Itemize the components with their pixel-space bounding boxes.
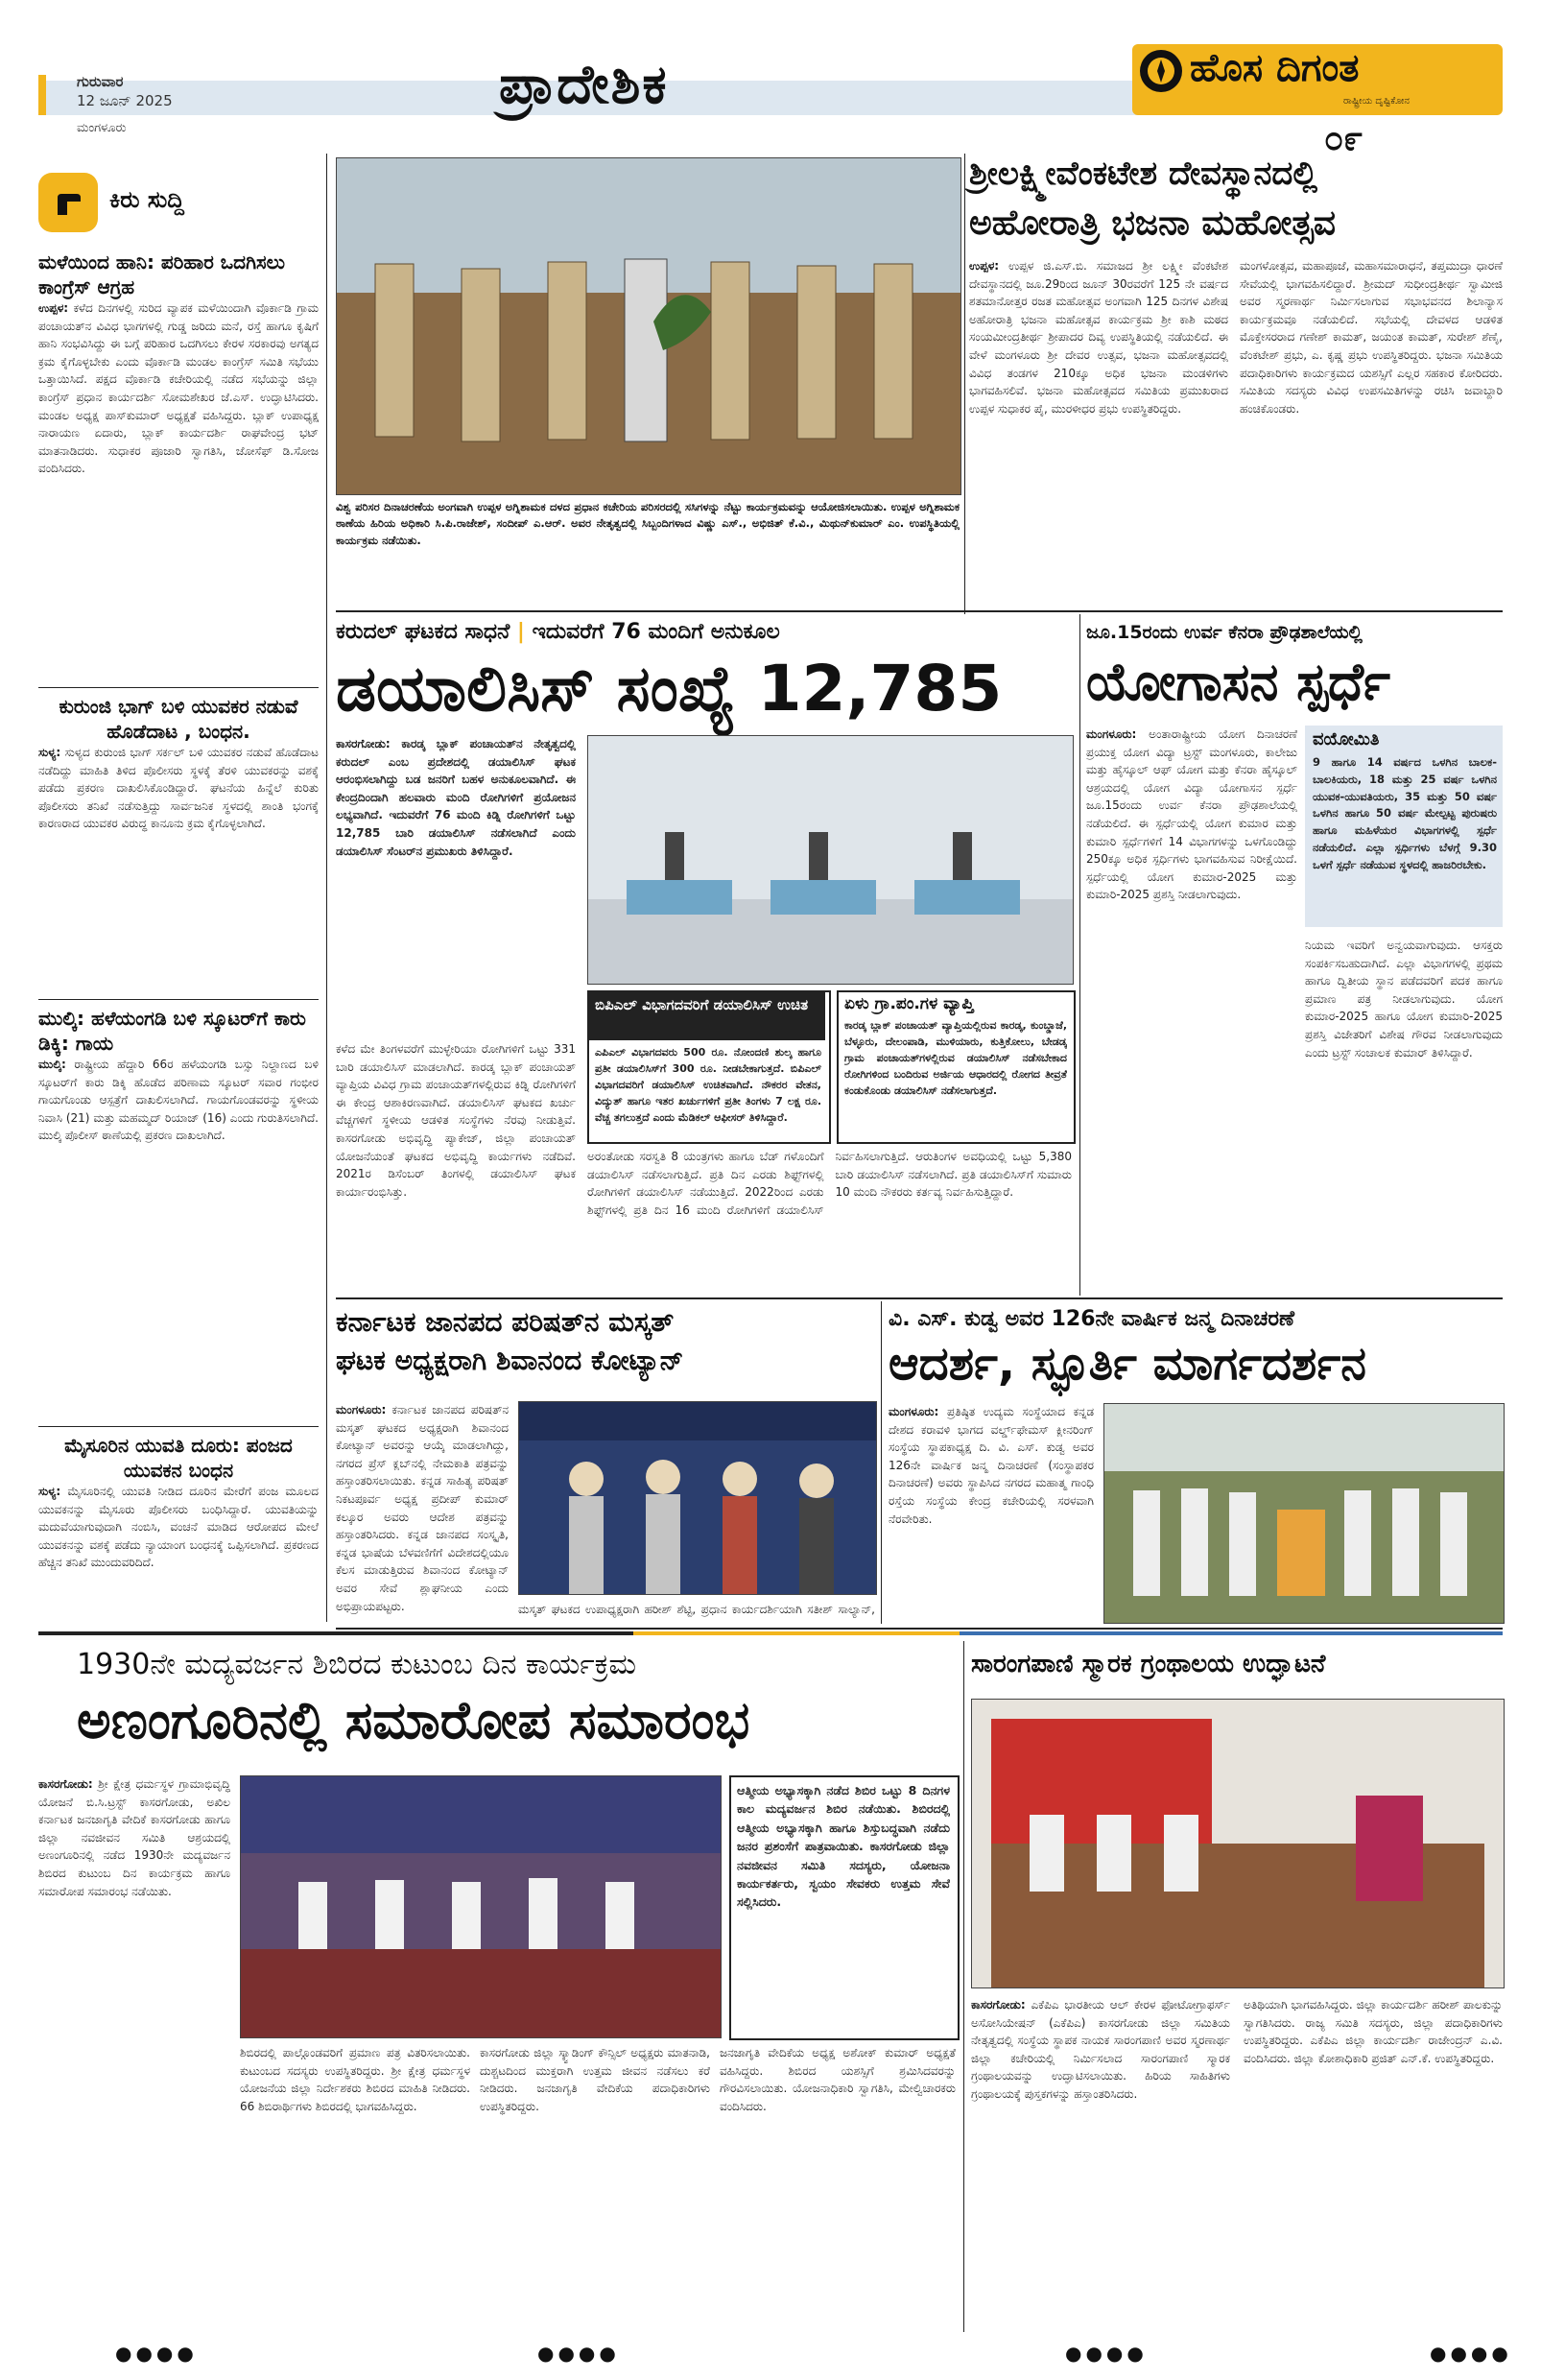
kudva-place: ಮಂಗಳೂರು: bbox=[889, 1405, 939, 1418]
section-rule bbox=[336, 1628, 1503, 1630]
brief-place: ಉಪ್ಪಳ: bbox=[38, 301, 69, 315]
janapada-headline-1: ಕರ್ನಾಟಕ ಜಾನಪದ ಪರಿಷತ್‌ನ ಮಸ್ಕತ್ bbox=[336, 1306, 675, 1338]
section-rule bbox=[336, 610, 1503, 612]
temple-headline-1: ಶ್ರೀಲಕ್ಷ್ಮೀವೆಂಕಟೇಶ ದೇವಸ್ಥಾನದಲ್ಲಿ bbox=[969, 155, 1318, 193]
janapada-text: ಕರ್ನಾಟಕ ಜಾನಪದ ಪರಿಷತ್‌ನ ಮಸ್ಕತ್ ಘಟಕದ ಅಧ್ಯಕ್ಷರಾಗಿ ಶಿವಾನಂದ ಕೋಟ್ಯಾನ್ ಅವರನ್ನು ಆಯ್ಕೆ ಮಾಡಲಾಗಿದ್ದು, ನಗರದ ಪ್ರೆಸ್ ಕ್ಲಬ್‌ನಲ್ಲಿ ನೇಮಕಾತಿ ಪತ್ರವನ್ನು ಹಸ್ತಾಂತರಿಸಲಾಯಿತು. ಕನ್ನಡ ಸಾಹಿತ್ಯ ಪರಿಷತ್ ನಿಕಟಪೂರ್ವ ಅಧ್ಯಕ್ಷ ಪ್ರದೀಪ್ ಕುಮಾರ್ ಕಲ್ಕೂರ ಅವರು ಆದೇಶ ಪತ್ರವನ್ನು ಹಸ್ತಾಂತರಿಸಿದರು. ಕನ್ನಡ ಜಾನಪದ ಸಂಸ್ಕೃತಿ, ಕನ್ನಡ ಭಾಷೆಯ ಬೆಳವಣಿಗೆಗೆ ವಿದೇಶದಲ್ಲಿಯೂ ಕೆಲಸ ಮಾಡುತ್ತಿರುವ ಶಿವಾನಂದ ಕೋಟ್ಯಾನ್ ಅವರ ಸೇವೆ ಶ್ಲಾಘನೀಯ ಎಂದು ಅಭಿಪ್ರಾಯಪಟ್ಟರು. bbox=[336, 1403, 509, 1613]
dialysis-headline: ಡಯಾಲಿಸಿಸ್ ಸಂಖ್ಯೆ 12,785 bbox=[336, 652, 1003, 726]
yoga-text: ಅಂತಾರಾಷ್ಟ್ರೀಯ ಯೋಗ ದಿನಾಚರಣೆ ಪ್ರಯುಕ್ತ ಯೋಗ ವಿದ್ಯಾ ಟ್ರಸ್ಟ್ ಮಂಗಳೂರು, ಕಾಲೇಜು ಮತ್ತು ಹೈಸ್ಕೂಲ್ ಆಫ್ ಯೋಗ ಮತ್ತು ಕೆನರಾ ಹೈಸ್ಕೂಲ್ ಆಶ್ರಯದಲ್ಲಿ ಯೋಗ ವಿದ್ಯಾ ಯೋಗಾಸನ ಸ್ಪರ್ಧೆ ಜೂ.15ರಂದು ಉರ್ವ ಕೆನರಾ ಪ್ರೌಢಶಾಲೆಯಲ್ಲಿ ನಡೆಯಲಿದೆ. ಈ ಸ್ಪರ್ಧೆಯಲ್ಲಿ ಯೋಗ ಕುಮಾರ ಮತ್ತು ಕುಮಾರಿ ಸ್ಪರ್ಧೆಗಳಿಗೆ 14 ವಿಭಾಗಗಳನ್ನು ಒಳಗೊಂಡಿದ್ದು 250ಕ್ಕೂ ಅಧಿಕ ಸ್ಪರ್ಧಿಗಳು ಭಾಗವಹಿಸುವ ನಿರೀಕ್ಷೆಯಿದೆ. ಸ್ಪರ್ಧೆಯಲ್ಲಿ ಯೋಗ ಕುಮಾರ-2025 ಮತ್ತು ಕುಮಾರಿ-2025 ಪ್ರಶಸ್ತಿ ನೀಡಲಾಗುವುದು. bbox=[1086, 727, 1297, 902]
anangoor-body-4: ಜನಜಾಗೃತಿ ವೇದಿಕೆಯ ಅಧ್ಯಕ್ಷ ಅಶೋಕ್ ಕುಮಾರ್ ಅಧ್ಯಕ್ಷತೆ ವಹಿಸಿದ್ದರು. ಶಿಬಿರದ ಯಶಸ್ಸಿಗೆ ಶ್ರಮಿಸಿದವರನ್ನು ಗೌರವಿಸಲಾಯಿತು. ಯೋಜನಾಧಿಕಾರಿ ಸ್ವಾಗತಿಸಿ, ಮೇಲ್ವಿಚಾರಕರು ವಂದಿಸಿದರು. bbox=[720, 2046, 956, 2113]
brief-text: ರಾಷ್ಟ್ರೀಯ ಹೆದ್ದಾರಿ 66ರ ಹಳೆಯಂಗಡಿ ಬಸ್ಸು ನಿಲ್ದಾಣದ ಬಳಿ ಸ್ಕೂಟರ್‌ಗೆ ಕಾರು ಡಿಕ್ಕಿ ಹೊಡೆದ ಪರಿಣಾಮ ಸ್ಕೂಟರ್ ಸವಾರ ಗಂಭೀರ ಗಾಯಗೊಂಡು ಆಸ್ಪತ್ರೆಗೆ ದಾಖಲಿಸಲಾಗಿದೆ. ಗಾಯಗೊಂಡವರನ್ನು ಸ್ಥಳೀಯ ನಿವಾಸಿ (21) ಮತ್ತು ಮಹಮ್ಮದ್ ರಿಯಾಜ್ (16) ಎಂದು ಗುರುತಿಸಲಾಗಿದೆ. ಮುಲ್ಕಿ ಪೊಲೀಸ್ ಠಾಣೆಯಲ್ಲಿ ಪ್ರಕರಣ ದಾಖಲಾಗಿದೆ. bbox=[38, 1058, 319, 1143]
yoga-body bbox=[1086, 726, 1297, 1042]
brief-item bbox=[38, 1433, 319, 1641]
yoga-place: ಮಂಗಳೂರು: bbox=[1086, 727, 1137, 741]
bottom-rule-right bbox=[960, 1631, 1503, 1635]
brief-body bbox=[38, 1056, 319, 1420]
bottom-accent-left bbox=[633, 1631, 960, 1635]
anangoor-text: ಶ್ರೀ ಕ್ಷೇತ್ರ ಧರ್ಮಸ್ಥಳ ಗ್ರಾಮಾಭಿವೃದ್ಧಿ ಯೋಜನೆ ಬಿ.ಸಿ.ಟ್ರಸ್ಟ್ ಕಾಸರಗೋಡು, ಅಖಿಲ ಕರ್ನಾಟಕ ಜನಜಾಗೃತಿ ವೇದಿಕೆ ಕಾಸರಗೋಡು ಹಾಗೂ ಜಿಲ್ಲಾ ನವಜೀವನ ಸಮಿತಿ ಆಶ್ರಯದಲ್ಲಿ ಅಣಂಗೂರಿನಲ್ಲಿ ನಡೆದ 1930ನೇ ಮದ್ಯವರ್ಜನ ಶಿಬಿರದ ಕುಟುಂಬ ದಿನ ಕಾರ್ಯಕ್ರಮ ಹಾಗೂ ಸಮಾರೋಪ ಸಮಾರಂಭ ನಡೆಯಿತು. bbox=[38, 1777, 230, 1898]
age-box-title: ವಯೋಮಿತಿ bbox=[1313, 729, 1380, 750]
date-ribbon bbox=[38, 75, 46, 115]
brief-title: ಮಳೆಯಿಂದ ಹಾನಿ: ಪರಿಹಾರ ಒದಗಿಸಲು ಕಾಂಗ್ರೆಸ್ ಆಗ್ರಹ bbox=[38, 250, 285, 298]
dialysis-lead-text: ಕಾರಡ್ಕ ಬ್ಲಾಕ್ ಪಂಚಾಯತ್‌ನ ನೇತೃತ್ವದಲ್ಲಿ ಕರುದಲ್ ಎಂಬ ಪ್ರದೇಶದಲ್ಲಿ ಡಯಾಲಿಸಿಸ್ ಘಟಕ ಆರಂಭಿಸಲಾಗಿದ್ದು ಬಡ ಜನರಿಗೆ ಬಹಳ ಅನುಕೂಲವಾಗಿದೆ. ಈ ಕೇಂದ್ರದಿಂದಾಗಿ ಹಲವಾರು ಮಂದಿ ರೋಗಿಗಳಿಗೆ ಪ್ರಯೋಜನ ಲಭ್ಯವಾಗಿದೆ. ಇದುವರೆಗೆ 76 ಮಂದಿ ಕಿಡ್ನಿ ರೋಗಿಗಳಿಗೆ ಒಟ್ಟು 12,785 ಬಾರಿ ಡಯಾಲಿಸಿಸ್ ನಡೆಸಲಾಗಿದೆ ಎಂದು ಡಯಾಲಿಸಿಸ್ ಸೆಂಟರ್‌ನ ಪ್ರಮುಖರು ತಿಳಿಸಿದ್ದಾರೆ. bbox=[336, 737, 576, 858]
dialysis-lead bbox=[336, 735, 576, 1033]
page-end-marker: ●●●● bbox=[537, 2342, 620, 2365]
column-rule bbox=[1079, 614, 1080, 1296]
brief-item bbox=[38, 250, 319, 681]
date-day: ಗುರುವಾರ bbox=[77, 73, 124, 90]
yoga-headline: ಯೋಗಾಸನ ಸ್ಪರ್ಧೆ bbox=[1086, 652, 1390, 712]
yoga-kicker: ಜೂ.15ರಂದು ಉರ್ವ ಕೆನರಾ ಪ್ರೌಢಶಾಲೆಯಲ್ಲಿ bbox=[1086, 622, 1363, 643]
anangoor-body-2: ಶಿಬಿರದಲ್ಲಿ ಪಾಲ್ಗೊಂಡವರಿಗೆ ಪ್ರಮಾಣ ಪತ್ರ ವಿತರಿಸಲಾಯಿತು. ಕುಟುಂಬದ ಸದಸ್ಯರು ಉಪಸ್ಥಿತರಿದ್ದರು. ಶ್ರೀ ಕ್ಷೇತ್ರ ಧರ್ಮಸ್ಥಳ ಯೋಜನೆಯ ಜಿಲ್ಲಾ ನಿರ್ದೇಶಕರು ಶಿಬಿರದ ಮಾಹಿತಿ ನೀಡಿದರು. 66 ಶಿಬಿರಾರ್ಥಿಗಳು ಶಿಬಿರದಲ್ಲಿ ಭಾಗವಹಿಸಿದ್ದರು. bbox=[240, 2046, 470, 2113]
dialysis-kicker-left: ಕರುದಲ್ ಘಟಕದ ಸಾಧನೆ bbox=[336, 620, 510, 644]
kudva-photo bbox=[1103, 1403, 1505, 1624]
briefs-column bbox=[38, 250, 319, 1641]
dialysis-body-2: ಅರಂತೋಡು ಸರಸ್ವತಿ 8 ಯಂತ್ರಗಳು ಹಾಗೂ ಬೆಡ್ ಗಳೊಂದಿಗೆ ಡಯಾಲಿಸಿಸ್ ನಡೆಸಲಾಗುತ್ತಿದೆ. ಪ್ರತಿ ದಿನ ಎರಡು ಶಿಫ್ಟ್‌ಗಳಲ್ಲಿ ರೋಗಿಗಳಿಗೆ ಡಯಾಲಿಸಿಸ್ ನಡೆಯುತ್ತಿದೆ. 2022ರಿಂದ ಎರಡು ಶಿಫ್ಟ್‌ಗಳಲ್ಲಿ ಪ್ರತಿ ದಿನ 16 ಮಂದಿ ರೋಗಿಗಳಿಗೆ ಡಯಾಲಿಸಿಸ್ ನಿರ್ವಹಿಸಲಾಗುತ್ತಿದೆ. ಆರುತಿಂಗಳ ಅವಧಿಯಲ್ಲಿ ಒಟ್ಟು 5,380 ಬಾರಿ ಡಯಾಲಿಸಿಸ್ ನಡೆಸಲಾಗಿದೆ. ಪ್ರತಿ ಡಯಾಲಿಸಿಸ್‌ಗೆ ಸುಮಾರು 10 ಮಂದಿ ನೌಕರರು ಕರ್ತವ್ಯ ನಿರ್ವಹಿಸುತ್ತಿದ್ದಾರೆ. bbox=[587, 1150, 1072, 1217]
logo-emblem-icon bbox=[1140, 50, 1182, 92]
column-rule bbox=[964, 154, 965, 614]
janapada-body bbox=[336, 1401, 509, 1622]
dialysis-kicker: ಕರುದಲ್ ಘಟಕದ ಸಾಧನೆ | ಇದುವರೆಗೆ 76 ಮಂದಿಗೆ ಅನುಕೂಲ bbox=[336, 620, 780, 644]
brief-text: ಮೈಸೂರಿನಲ್ಲಿ ಯುವತಿ ನೀಡಿದ ದೂರಿನ ಮೇರೆಗೆ ಪಂಜ ಮೂಲದ ಯುವಕನನ್ನು ಮೈಸೂರು ಪೊಲೀಸರು ಬಂಧಿಸಿದ್ದಾರೆ. ಯುವತಿಯನ್ನು ಮದುವೆಯಾಗುವುದಾಗಿ ನಂಬಿಸಿ, ವಂಚನೆ ಮಾಡಿದ ಆರೋಪದ ಮೇಲೆ ಯುವಕನನ್ನು ವಶಕ್ಕೆ ಪಡೆದು ನ್ಯಾಯಾಂಗ ಬಂಧನಕ್ಕೆ ಒಪ್ಪಿಸಲಾಗಿದೆ. ಪ್ರಕರಣದ ಹೆಚ್ಚಿನ ತನಿಖೆ ಮುಂದುವರಿದಿದೆ. bbox=[38, 1485, 319, 1570]
age-box-body: 9 ಹಾಗೂ 14 ವರ್ಷದ ಒಳಗಿನ ಬಾಲಕ-ಬಾಲಕಿಯರು, 18 ಮತ್ತು 25 ವರ್ಷ ಒಳಗಿನ ಯುವಕ-ಯುವತಿಯರು, 35 ಮತ್ತು 50 ವರ್ಷ ಒಳಗಿನ ಹಾಗೂ 50 ವರ್ಷ ಮೇಲ್ಪಟ್ಟ ಪುರುಷರು ಹಾಗೂ ಮಹಿಳೆಯರ ವಿಭಾಗಗಳಲ್ಲಿ ಸ್ಪರ್ಧೆ ನಡೆಯಲಿದೆ. ಎಲ್ಲಾ ಸ್ಪರ್ಧಿಗಳು ಬೆಳಗ್ಗೆ 9.30 ಒಳಗೆ ಸ್ಪರ್ಧೆ ನಡೆಯುವ ಸ್ಥಳದಲ್ಲಿ ಹಾಜರಿರಬೇಕು. bbox=[1313, 755, 1497, 871]
anangoor-photo bbox=[240, 1775, 722, 2038]
kudva-headline-1: ವಿ. ಎಸ್. ಕುಡ್ವ ಅವರ 126ನೇ ವಾರ್ಷಿಕ ಜನ್ಮ ದಿನಾಚರಣೆ bbox=[889, 1307, 1294, 1331]
section-rule bbox=[336, 1297, 1503, 1299]
page-number: ೦೯ bbox=[1324, 119, 1363, 158]
brief-body bbox=[38, 1483, 319, 1641]
janapada-photo bbox=[518, 1401, 877, 1595]
library-text: ಎಕೆಪಿಎ ಭಾರತೀಯ ಆಲ್ ಕೇರಳ ಫೋಟೋಗ್ರಾಫರ್ಸ್ ಅಸೋಸಿಯೇಷನ್ (ಎಕೆಪಿಎ) ಕಾಸರಗೋಡು ಜಿಲ್ಲಾ ಸಮಿತಿಯ ನೇತೃತ್ವದಲ್ಲಿ ಸಂಸ್ಥೆಯ ಸ್ಥಾಪಕ ನಾಯಕ ಸಾರಂಗಪಾಣಿ ಅವರ ಸ್ಮರಣಾರ್ಥ ಜಿಲ್ಲಾ ಕಚೇರಿಯಲ್ಲಿ ನಿರ್ಮಿಸಲಾದ ಸಾರಂಗಪಾಣಿ ಸ್ಮಾರಕ ಗ್ರಂಥಾಲಯವನ್ನು ಉದ್ಘಾಟಿಸಲಾಯಿತು. ಹಿರಿಯ ಸಾಹಿತಿಗಳು ಗ್ರಂಥಾಲಯಕ್ಕೆ ಪುಸ್ತಕಗಳನ್ನು ಹಸ್ತಾಂತರಿಸಿದರು. bbox=[971, 1998, 1230, 2101]
library-body-2: ಅತಿಥಿಯಾಗಿ ಭಾಗವಹಿಸಿದ್ದರು. ಜಿಲ್ಲಾ ಕಾರ್ಯದರ್ಶಿ ಹರೀಶ್ ಪಾಲಕುನ್ನು ಸ್ವಾಗತಿಸಿದರು. ರಾಜ್ಯ ಸಮಿತಿ ಸದಸ್ಯರು, ಜಿಲ್ಲಾ ಪದಾಧಿಕಾರಿಗಳು ಉಪಸ್ಥಿತರಿದ್ದರು. ಎಕೆಪಿಎ ಜಿಲ್ಲಾ ಕಾರ್ಯದರ್ಶಿ ರಾಜೇಂದ್ರನ್ ಎ.ವಿ. ವಂದಿಸಿದರು. ಜಿಲ್ಲಾ ಕೋಶಾಧಿಕಾರಿ ಪ್ರಜಿತ್ ಎನ್.ಕೆ. ಉಪಸ್ಥಿತರಿದ್ದರು. bbox=[1244, 1998, 1503, 2065]
date-city: ಮಂಗಳೂರು bbox=[77, 121, 127, 135]
kudva-body bbox=[889, 1403, 1094, 1622]
brief-title: ಮೈಸೂರಿನ ಯುವತಿ ದೂರು: ಪಂಜದ ಯುವಕನ ಬಂಧನ bbox=[64, 1434, 293, 1482]
brief-text: ಕಳೆದ ದಿನಗಳಲ್ಲಿ ಸುರಿದ ವ್ಯಾಪಕ ಮಳೆಯಿಂದಾಗಿ ವೊರ್ಕಾಡಿ ಗ್ರಾಮ ಪಂಚಾಯತ್‌ನ ವಿವಿಧ ಭಾಗಗಳಲ್ಲಿ ಗುಡ್ಡ ಜರಿದು ಮನೆ, ರಸ್ತೆ ಹಾಗೂ ಕೃಷಿಗೆ ಹಾನಿ ಸಂಭವಿಸಿದ್ದು ಈ ಬಗ್ಗೆ ಪರಿಹಾರ ಒದಗಿಸಲು ಕೇರಳ ಸರಕಾರವು ಅಗತ್ಯದ ಕ್ರಮ ಕೈಗೊಳ್ಳಬೇಕು ಎಂದು ವೊರ್ಕಾಡಿ ಮಂಡಲ ಕಾಂಗ್ರೆಸ್ ಸಮಿತಿ ಸಭೆಯು ಒತ್ತಾಯಿಸಿದೆ. ಪಕ್ಷದ ವೊರ್ಕಾಡಿ ಕಚೇರಿಯಲ್ಲಿ ನಡೆದ ಸಭೆಯನ್ನು ಜಿಲ್ಲಾ ಕಾಂಗ್ರೆಸ್ ಪ್ರಧಾನ ಕಾರ್ಯದರ್ಶಿ ಸೋಮಶೇಖರ ಜೆ.ಎಸ್. ಉದ್ಘಾಟಿಸಿದರು. ಮಂಡಲ ಅಧ್ಯಕ್ಷ ಪಾಸ್‌ಕುಮಾರ್ ಅಧ್ಯಕ್ಷತೆ ವಹಿಸಿದ್ದರು. ಬ್ಲಾಕ್ ಉಪಾಧ್ಯಕ್ಷ ನಾರಾಯಣ ಏದಾರು, ಬ್ಲಾಕ್ ಕಾರ್ಯದರ್ಶಿ ರಾಘವೇಂದ್ರ ಭಟ್ ಮಾತನಾಡಿದರು. ಸುಧಾಕರ ಪೂಜಾರಿ ಸ್ವಾಗತಿಸಿ, ಜೋಸೆಫ್ ಡಿ.ಸೋಜ ವಂದಿಸಿದರು. bbox=[38, 301, 319, 476]
janapada-body-2: ಮಸ್ಕತ್ ಘಟಕದ ಉಪಾಧ್ಯಕ್ಷರಾಗಿ ಹರೀಶ್ ಶೆಟ್ಟಿ, ಪ್ರಧಾನ ಕಾರ್ಯದರ್ಶಿಯಾಗಿ ಸತೀಶ್ ಸಾಲ್ಯಾನ್, bbox=[518, 1603, 875, 1616]
page-end-marker: ●●●● bbox=[1430, 2342, 1512, 2365]
briefs-logo-text: ಕಿರು ಸುದ್ದಿ bbox=[109, 186, 184, 213]
brief-text: ಸುಳ್ಯದ ಕುರುಂಜಿ ಭಾಗ್ ಸರ್ಕಲ್ ಬಳಿ ಯುವಕರ ನಡುವೆ ಹೊಡೆದಾಟ ನಡೆದಿದ್ದು ಮಾಹಿತಿ ತಿಳಿದ ಪೊಲೀಸರು ಸ್ಥಳಕ್ಕೆ ತೆರಳಿ ಯುವಕರನ್ನು ವಶಕ್ಕೆ ಪಡೆದು ಪ್ರಕರಣ ದಾಖಲಿಸಿಕೊಂಡಿದ್ದಾರೆ. ಘಟನೆಯ ಹಿನ್ನೆಲೆ ಕುರಿತು ಪೊಲೀಸರು ತನಿಖೆ ನಡೆಸುತ್ತಿದ್ದು ಸಾರ್ವಜನಿಕ ಸ್ಥಳದಲ್ಲಿ ಶಾಂತಿ ಭಂಗಕ್ಕೆ ಕಾರಣರಾದ ಯುವಕರ ವಿರುದ್ಧ ಕಾನೂನು ಕ್ರಮ ಕೈಗೊಳ್ಳಲಾಗಿದೆ. bbox=[38, 746, 319, 831]
temple-col-1 bbox=[969, 257, 1228, 605]
kudva-headline-2: ಆದರ್ಶ, ಸ್ಫೂರ್ತಿ ಮಾರ್ಗದರ್ಶನ bbox=[889, 1337, 1366, 1391]
page-end-marker: ●●●● bbox=[115, 2342, 198, 2365]
plantation-caption: ವಿಶ್ವ ಪರಿಸರ ದಿನಾಚರಣೆಯ ಅಂಗವಾಗಿ ಉಪ್ಪಳ ಅಗ್ನಿಶಾಮಕ ದಳದ ಪ್ರಧಾನ ಕಚೇರಿಯ ಪರಿಸರದಲ್ಲಿ ಸಸಿಗಳನ್ನು ನೆಟ್ಟು ಕಾರ್ಯಕ್ರಮವನ್ನು ಆಯೋಜಿಸಲಾಯಿತು. ಉಪ್ಪಳ ಅಗ್ನಿಶಾಮಕ ಠಾಣೆಯ ಹಿರಿಯ ಅಧಿಕಾರಿ ಸಿ.ಪಿ.ರಾಜೇಶ್, ಸಂದೀಪ್ ಎ.ಆರ್. ಅವರ ನೇತೃತ್ವದಲ್ಲಿ ಸಿಬ್ಬಂದಿಗಳಾದ ವಿಷ್ಣು ಎಸ್., ಅಭಿಜಿತ್ ಕೆ.ವಿ., ಮಿಥುನ್‌ಕುಮಾರ್ ಎಂ. ಉಪಸ್ಥಿತಿಯಲ್ಲಿ ಕಾರ್ಯಕ್ರಮ ನಡೆಯಿತು. bbox=[336, 500, 960, 547]
temple-headline-2: ಅಹೋರಾತ್ರಿ ಭಜನಾ ಮಹೋತ್ಸವ bbox=[969, 203, 1336, 243]
brief-body bbox=[38, 299, 319, 681]
library-place: ಕಾಸರಗೋಡು: bbox=[971, 1998, 1026, 2011]
camp-box-body: ಆತ್ಮೀಯ ಅಭ್ಯಾಸಕ್ಕಾಗಿ ನಡೆದ ಶಿಬಿರ ಒಟ್ಟು 8 ದಿನಗಳ ಕಾಲ ಮದ್ಯವರ್ಜನ ಶಿಬಿರ ನಡೆಯಿತು. ಶಿಬಿರದಲ್ಲಿ ಆತ್ಮೀಯ ಅಭ್ಯಾಸಕ್ಕಾಗಿ ಹಾಗೂ ಶಿಸ್ತುಬದ್ಧವಾಗಿ ನಡೆದು ಜನರ ಪ್ರಶಂಸೆಗೆ ಪಾತ್ರವಾಯಿತು. ಕಾಸರಗೋಡು ಜಿಲ್ಲಾ ನವಜೀವನ ಸಮಿತಿ ಸದಸ್ಯರು, ಯೋಜನಾ ಕಾರ್ಯಕರ್ತರು, ಸ್ವಯಂ ಸೇವಕರು ಉತ್ತಮ ಸೇವೆ ಸಲ್ಲಿಸಿದರು. bbox=[737, 1783, 950, 1910]
paper-name: ಹೊಸ ದಿಗಂತ bbox=[1190, 46, 1360, 90]
date-full: 12 ಜೂನ್ 2025 bbox=[77, 92, 173, 109]
anangoor-place: ಕಾಸರಗೋಡು: bbox=[38, 1777, 93, 1791]
anangoor-headline: ಅಣಂಗೂರಿನಲ್ಲಿ ಸಮಾರೋಪ ಸಮಾರಂಭ bbox=[77, 1690, 750, 1750]
anangoor-body-3: ಕಾಸರಗೋಡು ಜಿಲ್ಲಾ ಸ್ಕ್ವಾಡಿಂಗ್ ಕೌನ್ಸಿಲ್ ಅಧ್ಯಕ್ಷರು ಮಾತನಾಡಿ, ದುಶ್ಚಟದಿಂದ ಮುಕ್ತರಾಗಿ ಉತ್ತಮ ಜೀವನ ನಡೆಸಲು ಕರೆ ನೀಡಿದರು. ಜನಜಾಗೃತಿ ವೇದಿಕೆಯ ಪದಾಧಿಕಾರಿಗಳು ಉಪಸ್ಥಿತರಿದ್ದರು. bbox=[480, 2046, 710, 2113]
janapada-headline-2: ಘಟಕ ಅಧ್ಯಕ್ಷರಾಗಿ ಶಿವಾನಂದ ಕೋಟ್ಯಾನ್ bbox=[336, 1345, 684, 1376]
yoga-body-2: ನಿಯಮ ಇವರಿಗೆ ಅನ್ವಯವಾಗುವುದು. ಆಸಕ್ತರು ಸಂಪರ್ಕಿಸಬಹುದಾಗಿದೆ. ಎಲ್ಲಾ ವಿಭಾಗಗಳಲ್ಲಿ ಪ್ರಥಮ ಹಾಗೂ ದ್ವಿತೀಯ ಸ್ಥಾನ ಪಡೆದವರಿಗೆ ಪದಕ ಹಾಗೂ ಪ್ರಮಾಣ ಪತ್ರ ನೀಡಲಾಗುವುದು. ಯೋಗ ಕುಮಾರ-2025 ಹಾಗೂ ಯೋಗ ಕುಮಾರಿ-2025 ಪ್ರಶಸ್ತಿ ವಿಜೇತರಿಗೆ ವಿಶೇಷ ಗೌರವ ನೀಡಲಾಗುವುದು ಎಂದು ಟ್ರಸ್ಟ್ ಸಂಚಾಲಕ ಕುಮಾರ್ ತಿಳಿಸಿದ್ದಾರೆ. bbox=[1305, 939, 1503, 1059]
brief-place: ಸುಳ್ಯ: bbox=[38, 1485, 61, 1498]
gp-box-body: ಕಾರಡ್ಕ ಬ್ಲಾಕ್ ಪಂಚಾಯತ್ ವ್ಯಾಪ್ತಿಯಲ್ಲಿರುವ ಕಾರಡ್ಕ, ಕುಂಬ್ಡಾಜೆ, ಬೆಳ್ಳೂರು, ದೇಲಂಪಾಡಿ, ಮುಳಿಯಾರು, ಕುತ್ತಿಕೋಲು, ಬೇಡಡ್ಕ ಗ್ರಾಮ ಪಂಚಾಯತ್‌ಗಳಲ್ಲಿರುವ ಡಯಾಲಿಸಿಸ್ ನಡೆಸಬೇಕಾದ ರೋಗಿಗಳಿಂದ ಬಂದಿರುವ ಅರ್ಜಿಯ ಆಧಾರದಲ್ಲಿ ರೋಗದ ತೀವ್ರತೆ ಕಂಡುಕೊಂಡು ಡಯಾಲಿಸಿಸ್ ನಡೆಸಲಾಗುತ್ತದೆ. bbox=[844, 1019, 1067, 1098]
hand-icon bbox=[38, 173, 98, 232]
brief-place: ಸುಳ್ಯ: bbox=[38, 746, 61, 759]
masthead bbox=[0, 0, 1541, 158]
section-title: ಪ್ರಾದೇಶಿಕ bbox=[499, 54, 669, 116]
column-rule bbox=[326, 154, 327, 1622]
dialysis-place: ಕಾಸರಗೋಡು: bbox=[336, 737, 391, 750]
brief-title: ಮುಲ್ಕಿ: ಹಳೆಯಂಗಡಿ ಬಳಿ ಸ್ಕೂಟರ್‌ಗೆ ಕಾರು ಡಿಕ್ಕಿ: ಗಾಯ bbox=[38, 1007, 306, 1055]
temple-text-1: ಉಪ್ಪಳ ಜಿ.ಎಸ್.ಬಿ. ಸಮಾಜದ ಶ್ರೀ ಲಕ್ಷ್ಮೀ ವೆಂಕಟೇಶ ದೇವಸ್ಥಾನದಲ್ಲಿ ಜೂ.29ರಿಂದ ಜೂನ್ 30ರವರೆಗೆ 125 ನೇ ವರ್ಷದ ಶತಮಾನೋತ್ತರ ರಜತ ಮಹೋತ್ಸವ ಅಂಗವಾಗಿ 125 ದಿನಗಳ ವಿಶೇಷ ಅಹೋರಾತ್ರಿ ಭಜನಾ ಮಹೋತ್ಸವ ಕಾರ್ಯಕ್ರಮ ಶ್ರೀ ಕಾಶಿ ಮಠದ ಸಂಯಮೀಂದ್ರತೀರ್ಥ ಶ್ರೀಪಾದರ ದಿವ್ಯ ಉಪಸ್ಥಿತಿಯಲ್ಲಿ ನಡೆಯಲಿದೆ. ಈ ವೇಳೆ ಮಂಗಳೂರು ಶ್ರೀ ದೇವರ ಉತ್ಸವ, ಭಜನಾ ಮಹೋತ್ಸವದಲ್ಲಿ ವಿವಿಧ ತಂಡಗಳ 210ಕ್ಕೂ ಅಧಿಕ ಭಜನಾ ಮಂಡಳಿಗಳು ಭಾಗವಹಿಸಲಿವೆ. ಭಜನಾ ಮಹೋತ್ಸವದ ಸಮಿತಿಯ ಪ್ರಮುಖರಾದ ಉಪ್ಪಳ ಸುಧಾಕರ ಪೈ, ಮುರಳೀಧರ ಪ್ರಭು ಉಪಸ್ಥಿತರಿದ್ದರು. bbox=[969, 259, 1228, 416]
dialysis-photo bbox=[587, 735, 1074, 985]
brief-item bbox=[38, 1006, 319, 1420]
brief-title: ಕುರುಂಜಿ ಭಾಗ್ ಬಳಿ ಯುವಕರ ನಡುವೆ ಹೊಡೆದಾಟ , ಬಂಧನ. bbox=[59, 695, 298, 743]
page-end-marker: ●●●● bbox=[1065, 2342, 1148, 2365]
brief-place: ಮುಲ್ಕಿ: bbox=[38, 1058, 66, 1071]
library-body bbox=[971, 1996, 1230, 2284]
gp-box-title: ಏಳು ಗ್ರಾ.ಪಂ.ಗಳ ವ್ಯಾಪ್ತಿ bbox=[844, 994, 974, 1013]
column-rule bbox=[881, 1301, 882, 1624]
temple-place: ಉಪ್ಪಳ: bbox=[969, 259, 1000, 273]
library-headline: ಸಾರಂಗಪಾಣಿ ಸ್ಮಾರಕ ಗ್ರಂಥಾಲಯ ಉದ್ಘಾಟನೆ bbox=[971, 1650, 1326, 1678]
dialysis-body: ಕಳೆದ ಮೇ ತಿಂಗಳವರೆಗೆ ಮುಳ್ಳೇರಿಯಾ ರೋಗಿಗಳಿಗೆ ಒಟ್ಟು 331 ಬಾರಿ ಡಯಾಲಿಸಿಸ್ ಮಾಡಲಾಗಿದೆ. ಕಾರಡ್ಕ ಬ್ಲಾಕ್ ಪಂಚಾಯತ್ ವ್ಯಾಪ್ತಿಯ ವಿವಿಧ ಗ್ರಾಮ ಪಂಚಾಯತ್‌ಗಳಲ್ಲಿರುವ ಕಿಡ್ನಿ ರೋಗಿಗಳಿಗೆ ಈ ಕೇಂದ್ರ ಆಶಾಕಿರಣವಾಗಿದೆ. ಡಯಾಲಿಸಿಸ್ ಘಟಕದ ಖರ್ಚು ವೆಚ್ಚಗಳಿಗೆ ಸ್ಥಳೀಯ ಆಡಳಿತ ಸಂಸ್ಥೆಗಳು ನೆರವು ನೀಡುತ್ತಿವೆ. ಕಾಸರಗೋಡು ಅಭಿವೃದ್ಧಿ ಪ್ಯಾಕೇಜ್, ಜಿಲ್ಲಾ ಪಂಚಾಯತ್ ಯೋಜನೆಯಂತೆ ಘಟಕದ ಅಭಿವೃದ್ಧಿ ಕಾರ್ಯಗಳು ನಡೆದಿವೆ. 2021ರ ಡಿಸೆಂಬರ್ ತಿಂಗಳಲ್ಲಿ ಡಯಾಲಿಸಿಸ್ ಘಟಕ ಕಾರ್ಯಾರಂಭಿಸಿತ್ತು. bbox=[336, 1042, 576, 1199]
bpl-box-body: ಎಪಿಎಲ್ ವಿಭಾಗದವರು 500 ರೂ. ನೋಂದಣಿ ಶುಲ್ಕ ಹಾಗೂ ಪ್ರತೀ ಡಯಾಲಿಸಿಸ್‌ಗೆ 300 ರೂ. ನೀಡಬೇಕಾಗುತ್ತದೆ. ಬಿಪಿಎಲ್ ವಿಭಾಗದವರಿಗೆ ಡಯಾಲಿಸಿಸ್ ಉಚಿತವಾಗಿದೆ. ನೌಕರರ ವೇತನ, ವಿದ್ಯುತ್ ಹಾಗೂ ಇತರ ಖರ್ಚುಗಳಿಗೆ ಪ್ರತೀ ತಿಂಗಳು 7 ಲಕ್ಷ ರೂ. ವೆಚ್ಚ ತಗಲುತ್ತದೆ ಎಂದು ಮೆಡಿಕಲ್ ಆಫೀಸರ್ ತಿಳಿಸಿದ್ದಾರೆ. bbox=[595, 1046, 821, 1125]
bpl-box-title: ಬಿಪಿಎಲ್ ವಿಭಾಗದವರಿಗೆ ಡಯಾಲಿಸಿಸ್ ಉಚಿತ bbox=[589, 992, 825, 1040]
anangoor-kicker: 1930ನೇ ಮದ್ಯವರ್ಜನ ಶಿಬಿರದ ಕುಟುಂಬ ದಿನ ಕಾರ್ಯಕ್ರಮ bbox=[77, 1648, 636, 1681]
paper-tagline: ರಾಷ್ಟ್ರೀಯ ದೃಷ್ಟಿಕೋನ bbox=[1343, 96, 1410, 107]
temple-col-2: ಮಂಗಳೋತ್ಸವ, ಮಹಾಪೂಜೆ, ಮಹಾಸಮಾರಾಧನೆ, ತಪ್ತಮುದ್ರಾ ಧಾರಣೆ ಸೇವೆಯಲ್ಲಿ ಭಾಗವಹಿಸಲಿದ್ದಾರೆ. ಶ್ರೀಮದ್ ಸುಧೀಂದ್ರತೀರ್ಥ ಸ್ವಾಮೀಜಿ ಅವರ ಸ್ಮರಣಾರ್ಥ ನಿರ್ಮಿಸಲಾಗುವ ಸಭಾಭವನದ ಶಿಲಾನ್ಯಾಸ ಕಾರ್ಯಕ್ರಮವೂ ನಡೆಯಲಿದೆ. ಸಭೆಯಲ್ಲಿ ದೇವಳದ ಆಡಳಿತ ಮೊಕ್ತೇಸರರಾದ ಗಣೇಶ್ ಕಾಮತ್, ಜಯಂತ ಕಾಮತ್, ಸುರೇಶ್ ಶೆಣೈ, ವೆಂಕಟೇಶ್ ಪ್ರಭು, ಎ. ಕೃಷ್ಣ ಪ್ರಭು ಉಪಸ್ಥಿತರಿದ್ದರು. ಭಜನಾ ಸಮಿತಿಯ ಪದಾಧಿಕಾರಿಗಳು ಕಾರ್ಯಕ್ರಮದ ಯಶಸ್ಸಿಗೆ ಎಲ್ಲರ ಸಹಕಾರ ಕೋರಿದರು. ಸಮಿತಿಯ ಸದಸ್ಯರು ವಿವಿಧ ಉಪಸಮಿತಿಗಳನ್ನು ರಚಿಸಿ ಜವಾಬ್ದಾರಿ ಹಂಚಿಕೊಂಡರು. bbox=[1240, 259, 1503, 416]
bottom-rule-left bbox=[38, 1631, 633, 1635]
brief-body bbox=[38, 744, 319, 993]
plantation-photo bbox=[336, 157, 961, 495]
brief-item bbox=[38, 694, 319, 993]
anangoor-body bbox=[38, 1775, 230, 2036]
kudva-text: ಪ್ರತಿಷ್ಠಿತ ಉದ್ಯಮ ಸಂಸ್ಥೆಯಾದ ಕನ್ನಡ ದೇಶದ ಕರಾವಳಿ ಭಾಗದ ವರ್ಲ್ಡ್‌ಫೇಮಸ್ ಕ್ಲೀನರಿಂಗ್ ಸಂಸ್ಥೆಯ ಸ್ಥಾಪಕಾಧ್ಯಕ್ಷ ದಿ. ವಿ. ಎಸ್. ಕುಡ್ವ ಅವರ 126ನೇ ವಾರ್ಷಿಕ ಜನ್ಮ ದಿನಾಚರಣೆ (ಸಂಸ್ಥಾಪಕರ ದಿನಾಚರಣೆ) ಅವರು ಸ್ಥಾಪಿಸಿದ ನಗರದ ಮಹಾತ್ಮ ಗಾಂಧಿ ರಸ್ತೆಯ ಸಂಸ್ಥೆಯ ಕೇಂದ್ರ ಕಚೇರಿಯಲ್ಲಿ ಸರಳವಾಗಿ ನೆರವೇರಿತು. bbox=[889, 1405, 1094, 1526]
library-photo bbox=[971, 1699, 1505, 1988]
dialysis-kicker-right: ಇದುವರೆಗೆ 76 ಮಂದಿಗೆ ಅನುಕೂಲ bbox=[532, 620, 780, 644]
column-rule bbox=[963, 1641, 964, 2332]
janapada-place: ಮಂಗಳೂರು: bbox=[336, 1403, 387, 1416]
briefs-logo bbox=[38, 173, 326, 232]
